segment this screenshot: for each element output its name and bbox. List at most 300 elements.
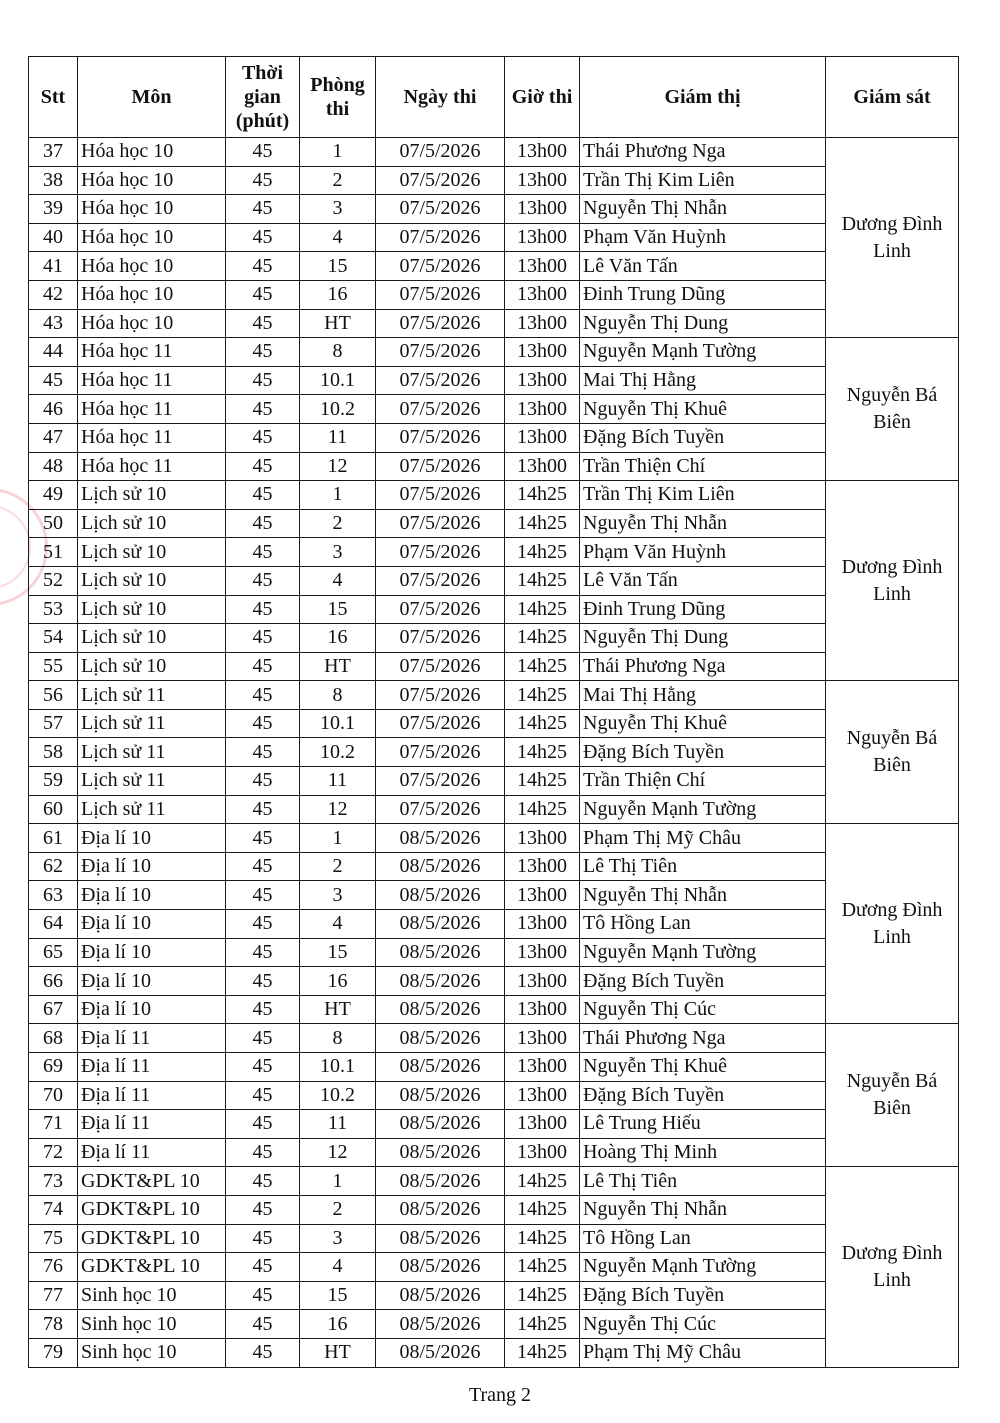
duration-cell: 45 [226, 1281, 300, 1310]
table-row [29, 1253, 959, 1282]
stt-cell: 45 [29, 366, 78, 395]
subject-cell: Lịch sử 10 [78, 624, 226, 653]
table-row [29, 195, 959, 224]
room-cell: 4 [300, 566, 376, 595]
proctor-cell: Nguyễn Thị Khuê [580, 395, 826, 424]
time-cell: 13h00 [505, 852, 580, 881]
proctor-cell: Nguyễn Thị Cúc [580, 995, 826, 1024]
subject-cell: Hóa học 10 [78, 195, 226, 224]
time-cell: 14h25 [505, 738, 580, 767]
subject-cell: Lịch sử 10 [78, 595, 226, 624]
duration-cell: 45 [226, 738, 300, 767]
supervisor-cell [826, 1167, 959, 1367]
subject-cell: Địa lí 10 [78, 852, 226, 881]
date-cell: 08/5/2026 [376, 1253, 505, 1282]
room-cell: 10.2 [300, 1081, 376, 1110]
duration-cell: 45 [226, 910, 300, 939]
duration-cell: 45 [226, 709, 300, 738]
proctor-cell: Tô Hồng Lan [580, 910, 826, 939]
date-cell: 08/5/2026 [376, 1110, 505, 1139]
subject-cell: Hóa học 10 [78, 223, 226, 252]
proctor-cell: Mai Thị Hằng [580, 681, 826, 710]
room-cell: 4 [300, 910, 376, 939]
room-cell: 11 [300, 423, 376, 452]
date-cell: 08/5/2026 [376, 824, 505, 853]
date-cell: 08/5/2026 [376, 1053, 505, 1082]
duration-cell: 45 [226, 1224, 300, 1253]
subject-cell: GDKT&PL 10 [78, 1224, 226, 1253]
date-cell: 08/5/2026 [376, 881, 505, 910]
duration-cell: 45 [226, 223, 300, 252]
room-cell: 15 [300, 938, 376, 967]
subject-cell: Hóa học 10 [78, 280, 226, 309]
subject-cell: Hóa học 11 [78, 338, 226, 367]
supervisor-name-line2: Linh [873, 582, 911, 605]
room-cell: 2 [300, 852, 376, 881]
subject-cell: Sinh học 10 [78, 1338, 226, 1367]
date-cell: 08/5/2026 [376, 1138, 505, 1167]
supervisor-cell [826, 338, 959, 481]
date-cell: 08/5/2026 [376, 995, 505, 1024]
subject-cell: GDKT&PL 10 [78, 1167, 226, 1196]
room-cell: 11 [300, 767, 376, 796]
time-cell: 13h00 [505, 423, 580, 452]
table-row [29, 538, 959, 567]
proctor-cell: Nguyễn Thị Nhẫn [580, 509, 826, 538]
proctor-cell: Trần Thị Kim Liên [580, 166, 826, 195]
duration-cell: 45 [226, 395, 300, 424]
date-cell: 07/5/2026 [376, 452, 505, 481]
room-cell: 10.1 [300, 366, 376, 395]
duration-cell: 45 [226, 1253, 300, 1282]
stt-cell: 46 [29, 395, 78, 424]
time-cell: 14h25 [505, 1195, 580, 1224]
stt-cell: 50 [29, 509, 78, 538]
room-cell: 10.2 [300, 738, 376, 767]
time-cell: 14h25 [505, 538, 580, 567]
table-row [29, 624, 959, 653]
subject-cell: Hóa học 10 [78, 309, 226, 338]
table-body [29, 138, 959, 1368]
duration-cell: 45 [226, 681, 300, 710]
subject-cell: Lịch sử 10 [78, 538, 226, 567]
duration-cell: 45 [226, 1053, 300, 1082]
table-row [29, 223, 959, 252]
room-cell: 8 [300, 681, 376, 710]
stt-cell: 59 [29, 767, 78, 796]
time-cell: 13h00 [505, 223, 580, 252]
time-cell: 13h00 [505, 309, 580, 338]
date-cell: 07/5/2026 [376, 566, 505, 595]
time-cell: 14h25 [505, 1281, 580, 1310]
stt-cell: 66 [29, 967, 78, 996]
proctor-cell: Mai Thị Hằng [580, 366, 826, 395]
table-row [29, 1138, 959, 1167]
proctor-cell: Nguyễn Thị Khuê [580, 709, 826, 738]
time-cell: 14h25 [505, 624, 580, 653]
date-cell: 07/5/2026 [376, 166, 505, 195]
stt-cell: 42 [29, 280, 78, 309]
proctor-cell: Trần Thiện Chí [580, 452, 826, 481]
header-mon: Môn [78, 57, 226, 138]
room-cell: 1 [300, 481, 376, 510]
subject-cell: Địa lí 10 [78, 824, 226, 853]
header-phong-thi: Phòng thi [300, 57, 376, 138]
table-row [29, 1024, 959, 1053]
table-row [29, 595, 959, 624]
time-cell: 13h00 [505, 366, 580, 395]
stt-cell: 41 [29, 252, 78, 281]
table-row [29, 452, 959, 481]
time-cell: 13h00 [505, 195, 580, 224]
duration-cell: 45 [226, 938, 300, 967]
time-cell: 14h25 [505, 795, 580, 824]
time-cell: 14h25 [505, 767, 580, 796]
time-cell: 13h00 [505, 1110, 580, 1139]
stt-cell: 38 [29, 166, 78, 195]
proctor-cell: Đặng Bích Tuyền [580, 423, 826, 452]
date-cell: 07/5/2026 [376, 252, 505, 281]
table-row [29, 338, 959, 367]
stt-cell: 53 [29, 595, 78, 624]
supervisor-cell [826, 824, 959, 1024]
stt-cell: 67 [29, 995, 78, 1024]
table-row [29, 967, 959, 996]
duration-cell: 45 [226, 967, 300, 996]
room-cell: 12 [300, 1138, 376, 1167]
proctor-cell: Nguyễn Thị Dung [580, 309, 826, 338]
proctor-cell: Nguyễn Mạnh Tường [580, 1253, 826, 1282]
supervisor-name-line2: Biên [873, 1097, 911, 1120]
time-cell: 13h00 [505, 967, 580, 996]
table-row [29, 423, 959, 452]
subject-cell: Lịch sử 11 [78, 767, 226, 796]
duration-cell: 45 [226, 1110, 300, 1139]
subject-cell: Lịch sử 11 [78, 681, 226, 710]
room-cell: 12 [300, 452, 376, 481]
table-row [29, 1195, 959, 1224]
time-cell: 13h00 [505, 1081, 580, 1110]
date-cell: 07/5/2026 [376, 280, 505, 309]
time-cell: 13h00 [505, 910, 580, 939]
time-cell: 14h25 [505, 681, 580, 710]
supervisor-name-line2: Biên [873, 754, 911, 777]
time-cell: 13h00 [505, 395, 580, 424]
duration-cell: 45 [226, 995, 300, 1024]
duration-cell: 45 [226, 1338, 300, 1367]
proctor-cell: Trần Thị Kim Liên [580, 481, 826, 510]
proctor-cell: Thái Phương Nga [580, 1024, 826, 1053]
duration-cell: 45 [226, 852, 300, 881]
proctor-cell: Đinh Trung Dũng [580, 595, 826, 624]
date-cell: 07/5/2026 [376, 509, 505, 538]
date-cell: 08/5/2026 [376, 1024, 505, 1053]
time-cell: 13h00 [505, 881, 580, 910]
table-row [29, 366, 959, 395]
stt-cell: 79 [29, 1338, 78, 1367]
stt-cell: 75 [29, 1224, 78, 1253]
time-cell: 13h00 [505, 1138, 580, 1167]
proctor-cell: Thái Phương Nga [580, 138, 826, 167]
time-cell: 14h25 [505, 1310, 580, 1339]
date-cell: 08/5/2026 [376, 1310, 505, 1339]
duration-cell: 45 [226, 509, 300, 538]
room-cell: 2 [300, 166, 376, 195]
duration-cell: 45 [226, 423, 300, 452]
supervisor-name-line1: Nguyễn Bá [846, 1070, 938, 1093]
stt-cell: 62 [29, 852, 78, 881]
date-cell: 07/5/2026 [376, 681, 505, 710]
subject-cell: Địa lí 11 [78, 1138, 226, 1167]
room-cell: 2 [300, 509, 376, 538]
table-row [29, 309, 959, 338]
time-cell: 14h25 [505, 481, 580, 510]
date-cell: 07/5/2026 [376, 538, 505, 567]
table-row [29, 1338, 959, 1367]
duration-cell: 45 [226, 1310, 300, 1339]
date-cell: 08/5/2026 [376, 852, 505, 881]
subject-cell: Sinh học 10 [78, 1310, 226, 1339]
duration-cell: 45 [226, 366, 300, 395]
stt-cell: 51 [29, 538, 78, 567]
stt-cell: 61 [29, 824, 78, 853]
duration-cell: 45 [226, 1195, 300, 1224]
stt-cell: 39 [29, 195, 78, 224]
room-cell: 2 [300, 1195, 376, 1224]
stt-cell: 73 [29, 1167, 78, 1196]
table-row [29, 681, 959, 710]
proctor-cell: Nguyễn Thị Nhẫn [580, 1195, 826, 1224]
subject-cell: Địa lí 10 [78, 995, 226, 1024]
stt-cell: 72 [29, 1138, 78, 1167]
duration-cell: 45 [226, 1138, 300, 1167]
stt-cell: 57 [29, 709, 78, 738]
duration-cell: 45 [226, 138, 300, 167]
room-cell: 16 [300, 1310, 376, 1339]
subject-cell: Lịch sử 10 [78, 652, 226, 681]
supervisor-cell [826, 681, 959, 824]
date-cell: 08/5/2026 [376, 938, 505, 967]
subject-cell: Địa lí 10 [78, 938, 226, 967]
subject-cell: Hóa học 10 [78, 138, 226, 167]
subject-cell: Lịch sử 11 [78, 795, 226, 824]
time-cell: 13h00 [505, 1053, 580, 1082]
proctor-cell: Nguyễn Thị Nhẫn [580, 195, 826, 224]
subject-cell: Lịch sử 11 [78, 709, 226, 738]
date-cell: 07/5/2026 [376, 338, 505, 367]
stt-cell: 56 [29, 681, 78, 710]
supervisor-name-line1: Nguyễn Bá [846, 727, 938, 750]
exam-schedule-table [28, 56, 959, 1368]
table-row [29, 738, 959, 767]
table-row [29, 280, 959, 309]
duration-cell: 45 [226, 1167, 300, 1196]
page-number: Trang 2 [468, 1384, 532, 1406]
date-cell: 07/5/2026 [376, 138, 505, 167]
time-cell: 13h00 [505, 995, 580, 1024]
date-cell: 08/5/2026 [376, 1338, 505, 1367]
proctor-cell: Lê Thị Tiên [580, 852, 826, 881]
duration-cell: 45 [226, 538, 300, 567]
stt-cell: 40 [29, 223, 78, 252]
subject-cell: Hóa học 11 [78, 452, 226, 481]
time-cell: 14h25 [505, 1253, 580, 1282]
date-cell: 07/5/2026 [376, 423, 505, 452]
header-giam-thi: Giám thị [580, 57, 826, 138]
time-cell: 13h00 [505, 252, 580, 281]
proctor-cell: Đặng Bích Tuyền [580, 1281, 826, 1310]
stt-cell: 68 [29, 1024, 78, 1053]
time-cell: 14h25 [505, 566, 580, 595]
room-cell: 11 [300, 1110, 376, 1139]
stt-cell: 69 [29, 1053, 78, 1082]
table-row [29, 824, 959, 853]
time-cell: 13h00 [505, 824, 580, 853]
stt-cell: 74 [29, 1195, 78, 1224]
proctor-cell: Lê Văn Tấn [580, 566, 826, 595]
duration-cell: 45 [226, 166, 300, 195]
room-cell: 15 [300, 252, 376, 281]
room-cell: 1 [300, 824, 376, 853]
date-cell: 07/5/2026 [376, 652, 505, 681]
header-gio-thi: Giờ thi [505, 57, 580, 138]
subject-cell: Sinh học 10 [78, 1281, 226, 1310]
stt-cell: 47 [29, 423, 78, 452]
duration-cell: 45 [226, 624, 300, 653]
date-cell: 08/5/2026 [376, 967, 505, 996]
date-cell: 07/5/2026 [376, 709, 505, 738]
duration-cell: 45 [226, 195, 300, 224]
stt-cell: 52 [29, 566, 78, 595]
table-row [29, 709, 959, 738]
duration-cell: 45 [226, 795, 300, 824]
date-cell: 08/5/2026 [376, 1195, 505, 1224]
table-row [29, 1281, 959, 1310]
table-row [29, 138, 959, 167]
duration-cell: 45 [226, 1024, 300, 1053]
supervisor-cell [826, 1024, 959, 1167]
header-giam-sat: Giám sát [826, 57, 959, 138]
stt-cell: 64 [29, 910, 78, 939]
subject-cell: Lịch sử 11 [78, 738, 226, 767]
table-row [29, 1310, 959, 1339]
table-row [29, 767, 959, 796]
subject-cell: Địa lí 10 [78, 967, 226, 996]
date-cell: 07/5/2026 [376, 395, 505, 424]
stt-cell: 65 [29, 938, 78, 967]
proctor-cell: Đặng Bích Tuyền [580, 1081, 826, 1110]
stt-cell: 78 [29, 1310, 78, 1339]
table-row [29, 1224, 959, 1253]
date-cell: 07/5/2026 [376, 624, 505, 653]
room-cell: 10.2 [300, 395, 376, 424]
proctor-cell: Phạm Văn Huỳnh [580, 223, 826, 252]
time-cell: 14h25 [505, 652, 580, 681]
subject-cell: GDKT&PL 10 [78, 1195, 226, 1224]
room-cell: 16 [300, 967, 376, 996]
stt-cell: 76 [29, 1253, 78, 1282]
table-row [29, 652, 959, 681]
header-ngay-thi: Ngày thi [376, 57, 505, 138]
time-cell: 13h00 [505, 938, 580, 967]
room-cell: 12 [300, 795, 376, 824]
table-row [29, 795, 959, 824]
duration-cell: 45 [226, 1081, 300, 1110]
stt-cell: 58 [29, 738, 78, 767]
room-cell: 8 [300, 338, 376, 367]
subject-cell: Hóa học 11 [78, 366, 226, 395]
room-cell: 3 [300, 1224, 376, 1253]
supervisor-name-line1: Dương Đình [841, 898, 943, 921]
table-row [29, 509, 959, 538]
duration-cell: 45 [226, 767, 300, 796]
proctor-cell: Phạm Văn Huỳnh [580, 538, 826, 567]
subject-cell: Địa lí 11 [78, 1053, 226, 1082]
table-row [29, 166, 959, 195]
supervisor-cell [826, 138, 959, 338]
room-cell: 4 [300, 1253, 376, 1282]
table-row [29, 1053, 959, 1082]
duration-cell: 45 [226, 452, 300, 481]
date-cell: 07/5/2026 [376, 309, 505, 338]
date-cell: 08/5/2026 [376, 1167, 505, 1196]
proctor-cell: Thái Phương Nga [580, 652, 826, 681]
date-cell: 07/5/2026 [376, 195, 505, 224]
table-header-row [29, 57, 959, 138]
room-cell: 1 [300, 1167, 376, 1196]
table-row [29, 252, 959, 281]
room-cell: 16 [300, 624, 376, 653]
supervisor-name-line1: Dương Đình [841, 1241, 943, 1264]
subject-cell: GDKT&PL 10 [78, 1253, 226, 1282]
date-cell: 08/5/2026 [376, 1081, 505, 1110]
time-cell: 13h00 [505, 1024, 580, 1053]
supervisor-name-line1: Nguyễn Bá [846, 384, 938, 407]
duration-cell: 45 [226, 566, 300, 595]
proctor-cell: Nguyễn Mạnh Tường [580, 938, 826, 967]
table-row [29, 1167, 959, 1196]
header-stt: Stt [29, 57, 78, 138]
subject-cell: Hóa học 10 [78, 252, 226, 281]
proctor-cell: Nguyễn Thị Nhẫn [580, 881, 826, 910]
room-cell: 3 [300, 881, 376, 910]
time-cell: 13h00 [505, 280, 580, 309]
date-cell: 07/5/2026 [376, 595, 505, 624]
table-row [29, 995, 959, 1024]
subject-cell: Hóa học 11 [78, 423, 226, 452]
stt-cell: 44 [29, 338, 78, 367]
subject-cell: Địa lí 11 [78, 1081, 226, 1110]
stt-cell: 71 [29, 1110, 78, 1139]
room-cell: 10.1 [300, 709, 376, 738]
date-cell: 07/5/2026 [376, 767, 505, 796]
room-cell: 3 [300, 195, 376, 224]
subject-cell: Địa lí 11 [78, 1024, 226, 1053]
proctor-cell: Nguyễn Mạnh Tường [580, 338, 826, 367]
proctor-cell: Nguyễn Thị Cúc [580, 1310, 826, 1339]
table-row [29, 852, 959, 881]
proctor-cell: Đặng Bích Tuyền [580, 967, 826, 996]
supervisor-name-line2: Linh [873, 239, 911, 262]
supervisor-name-line1: Dương Đình [841, 555, 943, 578]
time-cell: 13h00 [505, 138, 580, 167]
time-cell: 14h25 [505, 1338, 580, 1367]
room-cell: 10.1 [300, 1053, 376, 1082]
proctor-cell: Đinh Trung Dũng [580, 280, 826, 309]
stt-cell: 43 [29, 309, 78, 338]
duration-cell: 45 [226, 252, 300, 281]
subject-cell: Lịch sử 10 [78, 566, 226, 595]
